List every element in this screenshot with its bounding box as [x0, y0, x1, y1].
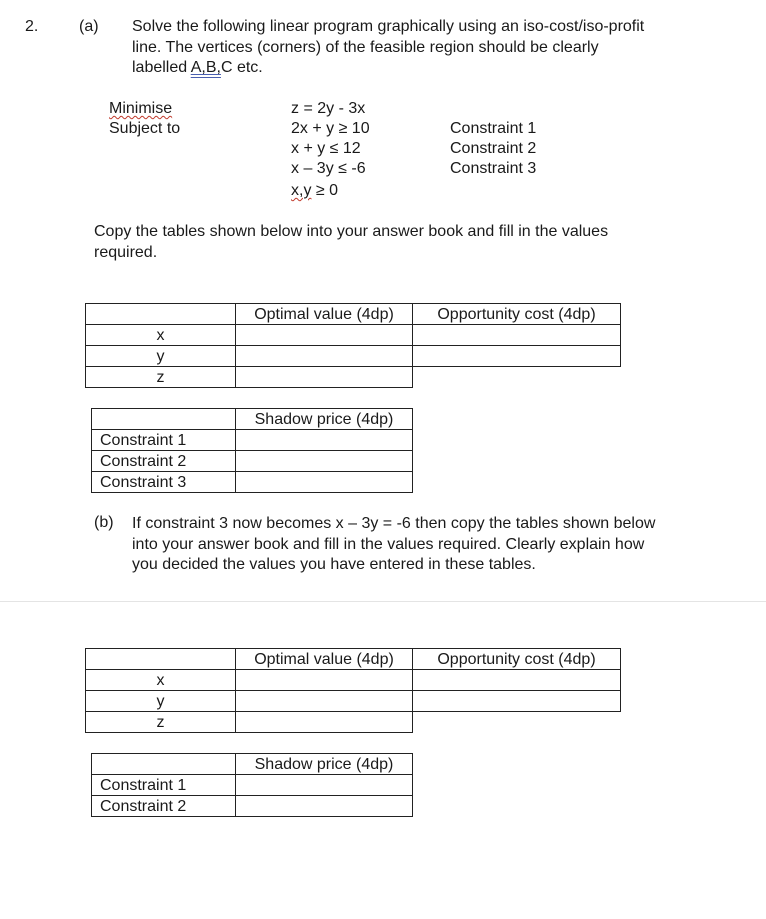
part-a-shadow-table: [91, 408, 413, 493]
part-a-optimal-table: [85, 303, 621, 388]
header-opportunity-cost: Opportunity cost (4dp): [413, 649, 621, 670]
table-row: [86, 325, 621, 346]
optimal-value-y-cell[interactable]: [236, 691, 413, 712]
nonnegativity: [291, 182, 338, 200]
intro-line: Solve the following linear program graphically using an iso-cost/iso-profit: [132, 18, 645, 35]
row-label-constraint-1: Constraint 1: [92, 430, 236, 451]
shadow-price-2-cell[interactable]: [236, 796, 413, 817]
empty-cell: [413, 367, 621, 388]
table-row: [92, 430, 413, 451]
row-label-y: y: [86, 691, 236, 712]
header-optimal-value: Optimal value (4dp): [236, 649, 413, 670]
copy-line: Copy the tables shown below into your answer book and fill in the values: [94, 223, 609, 240]
empty-cell: [413, 712, 621, 733]
subject-to-label: Subject to: [109, 120, 181, 137]
optimal-value-z-cell[interactable]: [236, 712, 413, 733]
table-row: [86, 712, 621, 733]
part-b-line: you decided the values you have entered in these tables.: [132, 556, 536, 573]
shadow-price-2-cell[interactable]: [236, 451, 413, 472]
table-row: [86, 346, 621, 367]
header-opportunity-cost: Opportunity cost (4dp): [413, 304, 621, 325]
opportunity-cost-y-cell[interactable]: [413, 346, 621, 367]
part-b-text: [132, 514, 655, 576]
header-optimal-value: Optimal value (4dp): [236, 304, 413, 325]
part-b-label: (b): [94, 514, 114, 531]
row-label-z: z: [86, 712, 236, 733]
row-label-x: x: [86, 325, 236, 346]
page-divider: [0, 601, 766, 602]
part-b-shadow-table: [91, 753, 413, 817]
table-corner-cell: [86, 649, 236, 670]
table-row: [92, 775, 413, 796]
opportunity-cost-x-cell[interactable]: [413, 670, 621, 691]
objective-function: z = 2y - 3x: [291, 100, 366, 117]
opportunity-cost-y-cell[interactable]: [413, 691, 621, 712]
constraint-1-name: Constraint 1: [450, 120, 537, 137]
header-shadow-price: Shadow price (4dp): [236, 754, 413, 775]
nonneg-vars: x,y: [291, 182, 312, 199]
intro-line-labelled: [132, 58, 644, 79]
labelled-abc: A,B,: [190, 59, 221, 76]
row-label-x: x: [86, 670, 236, 691]
table-corner-cell: [92, 754, 236, 775]
table-row: [86, 691, 621, 712]
question-number: 2.: [25, 18, 39, 35]
copy-instruction: [94, 222, 608, 263]
optimal-value-z-cell[interactable]: [236, 367, 413, 388]
row-label-constraint-1: Constraint 1: [92, 775, 236, 796]
intro-line: line. The vertices (corners) of the feasible region should be clearly: [132, 38, 599, 56]
row-label-constraint-2: Constraint 2: [92, 796, 236, 817]
table-row: [86, 670, 621, 691]
table-row: [92, 796, 413, 817]
shadow-price-1-cell[interactable]: [236, 430, 413, 451]
opportunity-cost-x-cell[interactable]: [413, 325, 621, 346]
nonneg-rest: ≥ 0: [311, 182, 339, 199]
constraint-1-expr: 2x + y ≥ 10: [291, 120, 370, 137]
row-label-z: z: [86, 367, 236, 388]
copy-line: required.: [94, 243, 158, 261]
part-b-optimal-table: [85, 648, 621, 733]
part-b-line: If constraint 3 now becomes x – 3y = -6 then copy the tables shown below: [132, 515, 656, 532]
minimise-label: Minimise: [109, 100, 173, 117]
table-corner-cell: [86, 304, 236, 325]
constraint-2-name: Constraint 2: [450, 140, 537, 157]
part-b-line: into your answer book and fill in the values required. Clearly explain how: [132, 535, 645, 553]
optimal-value-x-cell[interactable]: [236, 325, 413, 346]
table-row: [92, 451, 413, 472]
optimal-value-x-cell[interactable]: [236, 670, 413, 691]
table-row: [92, 472, 413, 493]
constraint-2-expr: x + y ≤ 12: [291, 140, 361, 157]
row-label-y: y: [86, 346, 236, 367]
optimal-value-y-cell[interactable]: [236, 346, 413, 367]
table-corner-cell: [92, 409, 236, 430]
shadow-price-1-cell[interactable]: [236, 775, 413, 796]
labelled-suffix: C etc.: [220, 59, 263, 76]
row-label-constraint-2: Constraint 2: [92, 451, 236, 472]
labelled-prefix: labelled: [132, 59, 191, 76]
header-shadow-price: Shadow price (4dp): [236, 409, 413, 430]
constraint-3-name: Constraint 3: [450, 160, 537, 177]
constraint-3-expr: x – 3y ≤ -6: [291, 160, 366, 177]
part-a-label: (a): [79, 18, 99, 35]
row-label-constraint-3: Constraint 3: [92, 472, 236, 493]
shadow-price-3-cell[interactable]: [236, 472, 413, 493]
table-row: [86, 367, 621, 388]
part-a-intro: [132, 17, 644, 79]
